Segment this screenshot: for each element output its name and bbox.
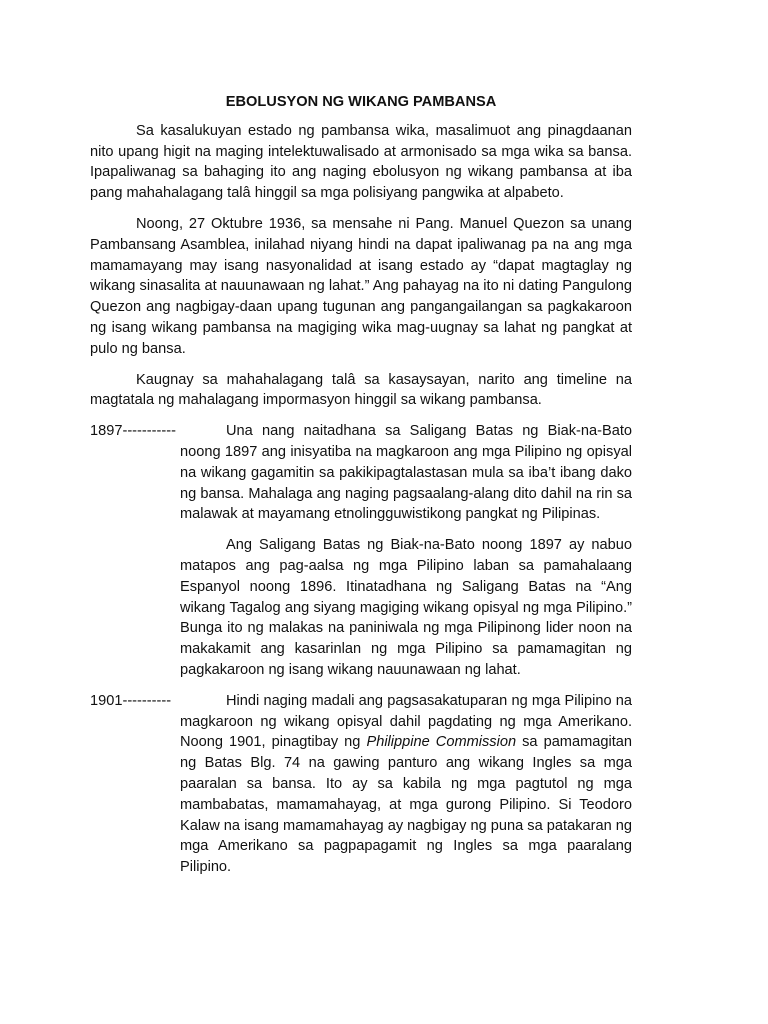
intro-paragraph: Sa kasalukuyan estado ng pambansa wika, masalimuot ang pinagdaanan nito upang higit na maging intelektuwalisado at armonisado sa mga wika sa bansa. Ipapaliwanag sa bahaging ito ang naging ebolusyon ng wikang pambansa at iba pang mahahalagang talâ hinggil sa mga polisiyang pangwika at alpabeto. xyxy=(90,122,632,202)
document-title: EBOLUSYON NG WIKANG PAMBANSA xyxy=(225,94,497,110)
timeline-entry-1901 xyxy=(90,691,632,878)
timeline-paragraph xyxy=(180,691,632,878)
timeline-year-label: 1901---------- xyxy=(90,692,172,709)
italic-term: Philippine Commission xyxy=(366,734,517,751)
timeline-intro-paragraph: Kaugnay sa mahahalagang talâ sa kasaysayan, narito ang timeline na magtatala ng mahalagang impormasyon hinggil sa wikang pambansa. xyxy=(90,371,632,409)
timeline-year-label: 1897----------- xyxy=(90,423,176,440)
timeline-paragraph: Ang Saligang Batas ng Biak-na-Bato noong 1897 ay nabuo matapos ang pag-aalsa ng mga Pilipino laban sa pamahalaang Espanyol noong 1896. Itinatadhana ng Saligang Batas na “Ang wikang Tagalog ang siyang magiging wikang opisyal ng mga Pilipino.” Bunga ito ng malakas na paniniwala ng mga Pilipinong lider noon na makakamit ang kasarinlan ng mga Pilipino sa pamamagitan ng pagkakaroon ng isang wikang nauunawaan ng lahat. xyxy=(180,537,632,678)
timeline-text: sa pamamagitan ng Batas Blg. 74 na gawing panturo ang wikang Ingles sa mga paaralan sa bansa. Ito ay sa kabila ng mga pagtutol ng mga mambabatas, mamamahayag, at mga gurong Pilipino. Si Teodoro Kalaw na isang mamamahayag ay nagbigay ng puna sa patakaran ng mga Amerikano sa pagpapagamit ng Ingles sa mga paaralang Pilipino. xyxy=(180,734,632,876)
timeline-text: Hindi naging madali ang pagsasakatuparan ng mga Pilipino na magkaroon ng wikang opisyal dahil pagdating ng mga Amerikano. Noong 1901, pinagtibay ng xyxy=(180,692,632,751)
quezon-paragraph: Noong, 27 Oktubre 1936, sa mensahe ni Pang. Manuel Quezon sa unang Pambansang Asamblea, inilahad niyang hindi na dapat ipaliwanag pa na ang mga mamamayang may isang nasyonalidad at isang estado ay “dapat magtaglay ng wikang sinasalita at nauunawaan ng lahat.” Ang pahayag na ito ni dating Pangulong Quezon ang nagbigay-daan upang tugunan ang pangangailangan sa pagkakaroon ng isang wikang pambansa na magiging wika mag-uugnay sa lahat ng pangkat at pulo ng bansa. xyxy=(90,215,632,357)
timeline-paragraph: Una nang naitadhana sa Saligang Batas ng Biak-na-Bato noong 1897 ang inisyatiba na magkaroon ang mga Pilipino ng opisyal na wikang gagamitin sa pakikipagtalastasan mula sa iba’t ibang dako ng bansa. Mahalaga ang naging pagsaalang-alang dito dahil na rin sa malawak at mayamang etnolingguwistikong pangkat ng Pilipinas. xyxy=(180,423,632,523)
timeline-entry-1897 xyxy=(90,421,632,681)
